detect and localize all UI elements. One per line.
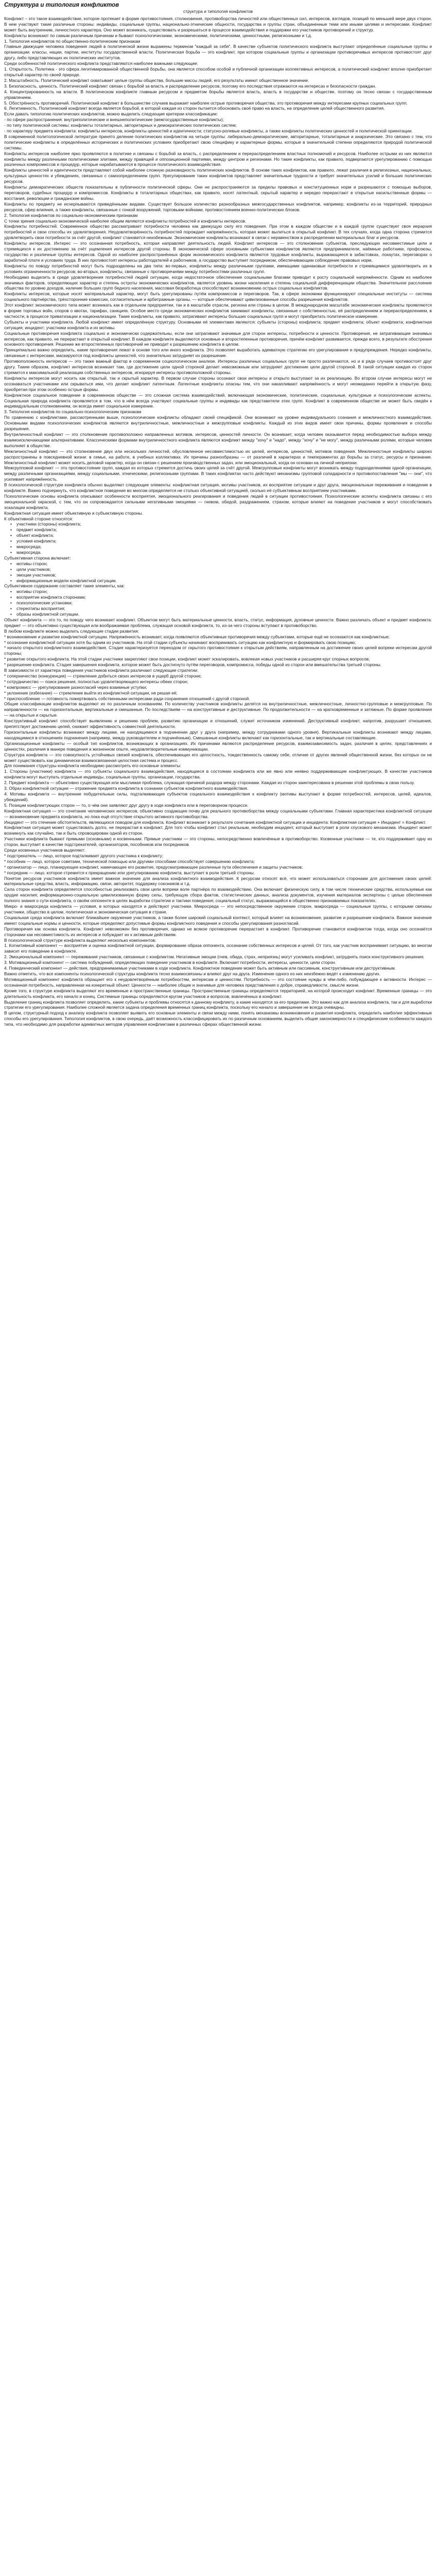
list-item: • микросреда; — [16, 544, 432, 550]
document — [0, 0, 436, 1033]
paragraph: 3. Безопасность, ценность. Политический конфликт связан с борьбой за власть и распределение ресурсов, поэтому его последствия отражаются на интересах и безопасности граждан. — [4, 83, 376, 89]
paragraph: Мотивационный компонент конфликта обращает его к неудовлетворённым потребностям, интересам и ценностям. Потребность — это состояние нужды в чём-либо, побуждающее к активности. Интерес — осознанная потребность, направленная на конкретный объект. Ценности — наиболее общие и значимые для человека представления о добре, справедливости, смысле жизни. — [4, 976, 432, 988]
paragraph: 3. Типология конфликтов по социально-психологическим признакам — [4, 409, 142, 415]
paragraph: С точки зрения социально-экономической наиболее общим являются конфликты потребностей и конфликты интересов. — [4, 218, 247, 224]
paragraph: Понятие ресурсов участников конфликта имеет важное значение для анализа конфликтного взаимодействия. К ресурсам относят всё, что может использоваться сторонами для достижения своих целей: материальные средства, власть, информацию, связи, авторитет, поддержку союзников и т.д. — [4, 875, 432, 887]
paragraph: Сила сторон конфликта определяется способностью реализовать свои цели вопреки воле партнёра по взаимодействию. Она включает физическую силу, в том числе технические средства, используемые как орудие насилия; информационно-социальную цивилизованную форму силы, требующую сбора фактов, статистических данных, анализа документов, изучения материалов экспертизы с целью обеспечения полного знания о сути конфликта, о своём оппоненте в целях выработки стратегии и тактики поведения; социальный статус, выражающийся в общественно признаваемых показателях. — [4, 887, 432, 904]
paragraph: В психологической структуре конфликта выделяют несколько компонентов: — [4, 937, 156, 943]
list-item: • информационные модели конфликтной ситуации. — [16, 578, 432, 584]
paragraph: 6. Легитимность. Политический конфликт всегда является борьбой, в которой каждая из сторон пытается обосновать своё право на власть, на определение целей общественного развития. — [4, 106, 385, 111]
paragraph: Конфликты ценностей и идентичности представляют собой наиболее сложную разновидность политических конфликтов. В основе таких конфликтов, как правило, лежат различия в религиозных, национальных, культурных ценностях и убеждениях, связанных с самоопределением групп. Урегулирование таких конфликтов представляет значительные трудности и требует значительных усилий и больших политических ресурсов. — [4, 167, 432, 184]
paragraph: Субъективная сторона включает: — [4, 555, 71, 561]
paragraph: Этот конфликт экономического типа может возникать как в отдельном предприятии, так и в масштабе отрасли, региона или страны в целом. В международном масштабе экономические конфликты проявляются в форме торговых войн, споров о квотах, тарифах, санкциях. Особое место среди экономических конфликтов занимают конфликты, связанные с собственностью, её распределением и перераспределением, в частности, в процессе приватизации и национализации. Такие конфликты, как правило, затрагивают интересы больших социальных групп и могут приобретать политическое измерение. — [4, 302, 432, 319]
paragraph: Если давать типологию политических конфликтов, можно выделить следующие критерии классификации: — [4, 111, 218, 117]
paragraph: * пособник — лицо, которое советами, технической помощью или другими способами способствует совершению конфликта; — [4, 858, 255, 864]
paragraph: * организатор — лицо, планирующее конфликт, намечающее его развитие, предусматривающее различные пути обеспечения и защиты участников; — [4, 864, 303, 870]
paragraph: 1. Стороны (участники) конфликта — это субъекты социального взаимодействия, находящиеся в состоянии конфликта или же явно или неявно поддерживающие конфликтующих. В качестве участников конфликта могут выступать отдельные индивиды, социальные группы, организации, государства. — [4, 769, 432, 780]
paragraph: Конфликты потребностей. Современное общество рассматривает потребности человека как движущую силу его поведения. При этом в каждом обществе и в каждой группе существует своя иерархия потребностей и свои способы их удовлетворения. Неудовлетворённость потребностей порождает напряжённость, которая может вылиться в открытый конфликт. В тех случаях, когда одна сторона стремится удовлетворить свои потребности за счёт другой, конфликт становится неизбежным. Экономические конфликты возникают в связи с неравенством в распределении материальных благ и ресурсов. — [4, 224, 432, 241]
paragraph: Для понимания структуры конфликта необходимо рассмотреть его основные элементы: — [4, 763, 182, 769]
paragraph: Конфликты возникают по самым различным причинам и бывают психологическими, экономическими, политическими, ценностными, религиозными и т.д. — [4, 32, 312, 38]
paragraph: 1. Типология конфликтов по общественно-политическим признакам — [4, 38, 141, 44]
paragraph: - по сфере распространения: внутриполитические и внешнеполитические (межгосударственные конфликты); — [4, 117, 224, 123]
paragraph: Конструктивный конфликт способствует выявлению и решению проблем, развитию организации и отношений, служит источником изменений. Деструктивный конфликт, напротив, разрушает отношения, препятствует достижению целей, снижает эффективность совместной деятельности. — [4, 718, 432, 730]
paragraph: В зависимости от характера поведения участников конфликта различают следующие стратегии: — [4, 668, 199, 673]
paragraph: Среди особенностей политического конфликта представляются наиболее важными следующие: — [4, 61, 198, 66]
paragraph: 2. Предмет конфликта — объективно существующая или мыслимая проблема, служащая причиной раздора между сторонами. Каждая из сторон заинтересована в решении этой проблемы в свою пользу. — [4, 780, 415, 786]
list-item: • цели участников; — [16, 567, 432, 572]
paragraph: Конфликты интересов наиболее ярко проявляются в политике и связаны с борьбой за власть, с распределением и перераспределением властных полномочий и ресурсов. Наиболее острыми из них являются конфликты между различными политическими элитами, между правящей и оппозиционной партиями, между центром и регионами. Но такие конфликты, как правило, подвергаются урегулированию с помощью различных компромиссов и процедур, которые нарабатываются в процессе политического взаимодействия. — [4, 150, 432, 167]
paragraph: 2. Масштабность. Политический конфликт охватывает целые группы общества, большие массы людей, его результаты имеют общественное значение. — [4, 77, 309, 83]
paragraph: Конфликты интересов, которые носят материальный характер, могут быть урегулированы путём компромиссов и переговоров. Так, в сфере экономики функционируют специальные институты — система социального партнёрства, трёхсторонние комиссии, согласительные и арбитражные органы, — которые обеспечивают цивилизованные способы разрешения конфликтов. — [4, 291, 432, 302]
paragraph: 5. Обострённость противоречий. Политический конфликт в большинстве случаев выражает наиболее острые противоречия общества, это противоречия между интересами крупных социальных групп. — [4, 100, 408, 106]
paragraph: 1. Открытость. Политика - это сфера легитимированной общественной борьбы, она является способом особой и публичной организации коллективных интересов, а политический конфликт вполне приобретает открытый характер по своей природе. — [4, 66, 432, 77]
list-item: • условия конфликта; — [16, 538, 432, 544]
paragraph: Принципиально важно определить, какие противоречия лежат в основе того или иного конфликта. Это позволяет выработать адекватную стратегию его урегулирования и предупреждения. Нередко конфликты, связанные с интересами, маскируются под конфликты ценностей, что значительно затрудняет их разрешение. — [4, 347, 432, 359]
paragraph: Конфликты демократических обществ показательны в публичности политической сферы. Они не распространяются за пределы правовых и конституционных норм и разрешаются с помощью выборов, переговоров, судебных процедур и компромиссов. Конфликты в тоталитарных обществах, как правило, носят латентный, скрытый характер и нередко перерастают в открытые насильственные формы — восстания, революции и гражданские войны. — [4, 184, 432, 201]
paragraph: 2. Типология конфликтов по социально-экономическим признакам — [4, 212, 138, 218]
list-item: • стереотипы восприятия; — [16, 606, 432, 612]
list-item: • эмоции участников; — [16, 572, 432, 578]
paragraph: Инцидент — это стечение обстоятельств, являющихся поводом для конфликта. Конфликт возникает в результате сочетания конфликтной ситуации и инцидента: Конфликтная ситуация + Инцидент = Конфликт. — [4, 819, 426, 825]
bullet-list — [4, 589, 432, 617]
paragraph: Объект конфликта — это то, по поводу чего возникает конфликт. Объектом могут быть материальные ценности, власть, статус, информация, духовные ценности. Важно различать объект и предмет конфликта: предмет — это объективно существующая или воображаемая проблема, служащая основой конфликта, то, из-за чего стороны вступают в противоборство. — [4, 617, 432, 628]
paragraph: * сотрудничество — поиск решения, полностью удовлетворяющего интересы обеих сторон; — [4, 679, 188, 684]
paragraph: * посредник — лицо, которое стремится к прекращению или урегулированию конфликта, выступает в роли третьей стороны. — [4, 870, 255, 875]
list-item: • макросреда. — [16, 550, 432, 555]
paragraph: * возникновение и развитие конфликтной ситуации. Напряжённость возникает, когда появляются объективные противоречия между субъектами, которые ещё не осознаются как конфликтные; — [4, 634, 390, 639]
paragraph: Конфликтная ситуация — это сочетание человеческих интересов, объективно создающее почву для реального противоборства между социальными субъектами. Главная характеристика конфликтной ситуации — возникновение предмета конфликта, но пока ещё отсутствие открытого активного противоборства. — [4, 808, 432, 819]
paragraph: * уклонение (избегание) — стремление выйти из конфликтной ситуации, не решая её; — [4, 690, 178, 696]
paragraph: 2. Эмоциональный компонент — переживания участников, связанные с конфликтом. Негативные эмоции (гнев, обида, страх, неприязнь) могут усиливать конфликт, затруднять поиск конструктивного решения. — [4, 954, 425, 960]
paragraph: Организационные конфликты — особый тип конфликтов, возникающих в организациях. Их причинами являются распределение ресурсов, взаимозависимость задач, различия в целях, представлениях и ценностях, различия в манере поведения и жизненном опыте, неудовлетворительные коммуникации. — [4, 740, 432, 752]
paragraph: В современной политологической литературе принято деление политических конфликтов на четыре группы: либерально-демократические, авторитарные, тоталитарные и анархические. Это связано с тем, что политические конфликты в определённых исторических и политических условиях приобретают свою специфику и характерные формы, которые в значительной степени определяются природой политической системы. — [4, 133, 432, 150]
paragraph: По сравнению с конфликтами, рассмотренными выше, психологические конфликты обладают своей спецификой. Они возникают на уровне индивидуального сознания и межличностного взаимодействия. Основными видами психологических конфликтов являются внутриличностные, межличностные и межгрупповые конфликты. Каждый из этих видов имеет свои причины, формы проявления и способы разрешения. — [4, 415, 432, 432]
paragraph: Конфликтная ситуация имеет объективную и субъективную стороны. — [4, 510, 143, 516]
paragraph: * компромисс — урегулирование разногласий через взаимные уступки; — [4, 684, 147, 690]
paragraph: 4. Концентрированность на власти. В политическом конфликте главным ресурсом и предметом борьбы является власть, власть в государстве и обществе, поэтому он тесно связан с государственным управлением. — [4, 89, 432, 100]
paragraph: Внутриличностный конфликт — это столкновение противоположно направленных мотивов, интересов, ценностей личности. Он возникает, когда человек оказывается перед необходимостью выбора между взаимоисключающими альтернативами. Классическими формами внутриличностного конфликта являются конфликт между "хочу" и "надо", между "хочу" и "не могу", между различными ролями, которые человек выполняет в обществе. — [4, 431, 432, 448]
paragraph: 1. Когнитивный компонент — восприятие и оценка конфликтной ситуации, формирование образа оппонента, осознание собственных интересов и целей. От того, как участник воспринимает ситуацию, во многом зависит его поведение в конфликте. — [4, 943, 432, 954]
paragraph: Главные движущие человека поведения людей в политической жизни выражены термином "каждый за себя". В качестве субъектов политического конфликта выступают определённые социальные группы и организации: классы, нации, партии, институты государственной власти. Политическая борьба — это конфликт, при котором социальные группы и организации противоречивых интересов противостоят друг другу, либо представляющих их политических институтов. — [4, 44, 432, 61]
paragraph: К объективной стороне относятся: — [4, 516, 73, 521]
paragraph: 4. Поведенческий компонент — действия, предпринимаемые участниками в ходе конфликта. Конфликтное поведение может быть активным или пассивным, конструктивным или деструктивным. — [4, 965, 396, 971]
paragraph: Субъекты и участники конфликта. Любой конфликт имеет определённую структуру. Основными её элементами являются: субъекты (стороны) конфликта; предмет конфликта; объект конфликта; конфликтная ситуация; инцидент; участники конфликта и их мотивы. — [4, 319, 432, 330]
paragraph: Межличностный конфликт — это столкновение двух или нескольких личностей, обусловленное несовместимостью их целей, интересов, ценностей, мотивов поведения. Межличностные конфликты широко распространены в повседневной жизни: в семье, на работе, в учебных коллективах. Их причины разнообразны — от различий в характерах и темпераментах до борьбы за статус, ресурсы и признание. Межличностный конфликт может носить деловой характер, когда он связан с решением производственных задач, или эмоциональный, когда он основан на личной неприязни. — [4, 448, 432, 465]
paragraph: - по характеру предмета конфликта: конфликты интересов, конфликты ценностей и идентичности; статусно-ролевые конфликты, а также конфликты политических ценностей и политической ориентации. — [4, 128, 413, 134]
paragraph: Среди косвенных участников выделяют: — [4, 848, 85, 853]
paragraph: Конфликты по поводу потребностей могут быть подразделены на два типа: во-первых, конфликты между различными группами, имеющими одинаковые потребности и стремящимися удовлетворить их в условиях ограниченности ресурсов; во-вторых, конфликты, связанные с противоречиями между потребностями различных групп. — [4, 263, 432, 274]
paragraph: Горизонтальные конфликты возникают между лицами, не находящимися в подчинении друг у друга (например, между сотрудниками одного уровня). Вертикальные конфликты возникают между лицами, находящимися в отношениях подчинения (например, между руководителем и подчинённым). Смешанные конфликты включают как горизонтальные, так и вертикальные составляющие. — [4, 730, 432, 740]
list-item: • мотивы сторон; — [16, 589, 432, 595]
paragraph: Противоположность интересов — это также важный фактор в современном социологическом анализе. Интересы различных социальных групп не просто различаются, но и в ряде случаев противостоят друг другу. Таким образом, конфликт интересов возникает там, где достижение цели одной стороной делает невозможным или затрудняет достижение цели другой стороной. В такой ситуации каждая из сторон стремится к максимальной реализации собственных интересов, игнорируя интересы противоположной стороны. — [4, 359, 432, 375]
list-item: • объект конфликта; — [16, 533, 432, 538]
paragraph: Общие классификации конфликтов выделяют их по различным основаниям. По количеству участников конфликты делятся на внутриличностные, межличностные, личностно-групповые и межгрупповые. По направленности — на горизонтальные, вертикальные и смешанные. По последствиям — на конструктивные и деструктивные. По продолжительности — на кратковременные и затяжные. По форме проявления — на открытые и скрытые. — [4, 701, 432, 718]
paragraph: Конфликты интересов могут носить как открытый, так и скрытый характер. В первом случае стороны осознают свои интересы и открыто выступают за их реализацию. Во втором случае интересы могут не осознаваться участниками или скрываться ими, что делает конфликт латентным. Латентные конфликты опасны тем, что они накапливают напряжённость и могут неожиданно перейти в открытую фазу, приобретая при этом особенно острые формы. — [4, 375, 432, 392]
list-item: • восприятие конфликта сторонами; — [16, 595, 432, 600]
paragraph: Межгрупповой конфликт — это противостояние групп, каждая из которых стремится достичь своих целей за счёт другой. Межгрупповые конфликты могут возникать между подразделениями одной организации, между различными организациями, между социальными, этническими, религиозными группами. В таких конфликтах часто действуют механизмы групповой солидарности и противопоставления "мы — они", что усиливает напряжённость. — [4, 465, 432, 482]
paragraph: Микро- и макросреда конфликта — условия, в которых находятся и действуют участники. Микросреда — это непосредственное окружение сторон, макросреда — социальные группы, с которыми связаны участники, общество в целом, политическая и экономическая ситуация в стране. — [4, 904, 432, 914]
paragraph: Конфликтная ситуация может существовать долго, не перерастая в конфликт. Для того чтобы конфликт стал реальным, необходим инцидент, который выступает в роли спускового механизма. Инцидент может возникнуть как случайно, так и быть спровоцирован одной из сторон. — [4, 825, 432, 836]
paragraph: * разрешение конфликта. Стадия завершения конфликта, которое может быть достигнуто путём переговоров, компромисса, победы одной из сторон или вмешательства третьей стороны. — [4, 662, 381, 668]
list-item: • образы конфликтной ситуации. — [16, 612, 432, 617]
paragraph: Социальные противоречия конфликта социально и экономически содержательны, если они затрагивают значимые для сторон интересы, потребности и ценности. Противоречия, не затрагивающие значимых интересов, как правило, не перерастают в открытый конфликт. В каждом конфликте выделяются основные и второстепенные противоречия, причём конфликт развивается, прежде всего, в результате обострения основного противоречия. Решение же второстепенных противоречий не приводит к разрешению конфликта в целом. — [4, 330, 432, 347]
paragraph: * развитие открытого конфликта. На этой стадии участники закрепляют свои позиции, конфликт может эскалировать, вовлекая новых участников и расширяя круг спорных вопросов; — [4, 656, 370, 662]
paragraph: Противоречия как основа конфликта. Конфликт невозможен без противоречия, однако не всякое противоречие перерастает в конфликт. Противоречие становится конфликтом тогда, когда оно осознаётся сторонами как несовместимость их интересов и побуждает их к активным действиям. — [4, 926, 432, 937]
paragraph: Участники конфликта бывают прямыми (основными) и косвенными. Прямые участники — это стороны, непосредственно вовлечённые в противоборство. Косвенные участники — те, кто поддерживает одну из сторон, выступает в качестве подстрекателей, организаторов, пособников или посредников. — [4, 836, 432, 848]
bullet-list — [4, 561, 432, 584]
page-subtitle: структура и типология конфликтов — [183, 9, 253, 14]
paragraph: Социальная среда конфликта включает ближайшее окружение участников, а также более широкий социальный контекст, который влияет на возникновение, развитие и разрешение конфликта. Важное значение имеют социальные нормы и ценности, которые определяют допустимые формы конфликтного поведения и способы урегулирования разногласий. — [4, 914, 432, 926]
paragraph: 4. Мотивы конфликта — внутренние побудительные силы, подталкивающие субъектов социального взаимодействия к конфликту (мотивы выступают в форме потребностей, интересов, целей, идеалов, убеждений). — [4, 791, 432, 802]
paragraph: * начало открытого конфликтного взаимодействия. Стадия характеризуется переходом от скрытого противостояния к открытым действиям, направленным на достижение своих целей вопреки интересам другой стороны; — [4, 645, 432, 656]
paragraph: Структура конфликта — это совокупность устойчивых связей конфликта, обеспечивающих его целостность, тождественность самому себе, отличие от других явлений общественной жизни, без которых он не может существовать как динамически взаимосвязанная целостная система и процесс. — [4, 752, 432, 763]
paragraph: Конфликты по предмету не исчерпываются приведёнными видами. Существует большое количество разнообразных межгосударственных конфликтов, например, конфликты из-за территорий, природных ресурсов, сфер влияния, а также конфликты, связанные с гонкой вооружений, торговыми войнами, противостоянием военно-политических блоков. — [4, 201, 432, 212]
list-item: • предмет конфликта; — [16, 527, 432, 533]
paragraph: В целом, структурный подход к анализу конфликта позволяет выявить его основные элементы и связи между ними, понять механизмы возникновения и развития конфликта, определить наиболее эффективные способы его урегулирования. Типология конфликтов, в свою очередь, даёт возможность классифицировать их по различным основаниям, выделить общие закономерности и специфические особенности каждого типа, что необходимо для разработки адекватных методов управления конфликтами в различных сферах общественной жизни. — [4, 1010, 432, 1027]
paragraph: 5. Позиции конфликтующих сторон — то, о чём они заявляют друг другу в ходе конфликта или в переговорном процессе. — [4, 802, 249, 808]
paragraph: Кроме того, в структуре конфликта выделяют его временные и пространственные границы. Пространственные границы определяются территорией, на которой происходит конфликт. Временные границы — это длительность конфликта, его начало и конец. Системные границы определяются кругом участников и вопросов, вовлечённых в конфликт. — [4, 988, 432, 999]
paragraph: Конфликты интересов. Интерес — это осознанная потребность, которая направляет деятельность людей. Конфликт интересов — это столкновение субъектов, преследующих несовместимые цели и стремящихся к их достижению за счёт ущемления интересов другой стороны. В экономической сфере основными субъектами конфликтов являются предприниматели, наёмные работники, профсоюзы, государство и различные группы интересов. Одной из наиболее распространённых форм экономического конфликта являются трудовые конфликты, выражающиеся в забастовках, локаутах, переговорах о заработной плате и условиях труда. В них противостоят интересы работодателей и работников, а государство выступает посредником, обеспечивающим соблюдение правовых норм. — [4, 241, 432, 263]
document-body — [4, 16, 432, 1027]
page-title: Структура и типология конфликтов — [4, 2, 119, 8]
paragraph: Выделение границ конфликта позволяет определить, какие субъекты и проблемы относятся к данному конфликту, а какие находятся за его пределами. Это важно как для анализа конфликта, так и для выработки стратегии его урегулирования. Наиболее сложной является задача определения временных границ конфликта, поскольку его начало и завершение не всегда очевидны. — [4, 999, 432, 1010]
paragraph: В любом конфликте можно выделить следующие стадии развития: — [4, 628, 139, 634]
list-item: • участники (стороны) конфликта; — [16, 521, 432, 527]
paragraph: * приспособление — готовность пожертвовать собственными интересами ради сохранения отношений с другой стороной. — [4, 696, 250, 701]
paragraph: - по типу политической системы: конфликты тоталитарных, авторитарных и демократических политических систем; — [4, 123, 237, 128]
paragraph: 3. Мотивационный компонент — система побуждений, определяющих поведение участников в конфликте. Включает потребности, интересы, ценности, цели сторон. — [4, 960, 336, 965]
paragraph: Важно отметить, что все компоненты психологической структуры конфликта тесно взаимосвязаны и влияют друг на друга. Изменение одного из них неизбежно ведёт к изменению других. — [4, 971, 381, 976]
paragraph: * осознание конфликтной ситуации хотя бы одним из участников. На этой стадии субъекты начинают воспринимать ситуацию как конфликтную и формировать свою позицию; — [4, 639, 356, 645]
list-item: • психологические установки; — [16, 600, 432, 606]
paragraph: В психологической структуре конфликта обычно выделяют следующие элементы: конфликтная ситуация, мотивы участников, их восприятие ситуации и друг друга, эмоциональные переживания и поведение в конфликте. Важно подчеркнуть, что конфликтное поведение во многом определяется не столько объективной ситуацией, сколько её субъективным восприятием участниками. — [4, 482, 432, 494]
list-item: • мотивы сторон; — [16, 561, 432, 567]
paragraph: * подстрекатель — лицо, которое подталкивает другого участника к конфликту; — [4, 853, 164, 858]
paragraph: Психологические основы конфликта описывают особенности восприятия, эмоционального реагирования и поведения людей в ситуации противостояния. Психологические аспекты конфликта связаны с его эмоциональной окраской, с тем, что он сопровождается сильными негативными эмоциями — гневом, обидой, раздражением, страхом, которые влияют на поведение участников и могут способствовать эскалации конфликта. — [4, 493, 432, 510]
paragraph: Конфликт – это такое взаимодействие, которое протекает в форме противостояния, столкновения, противоборства личностей или общественных сил, интересов, взглядов, позиций по меньшей мере двух сторон. В нем участвуют такие различные стороны: индивиды, социальные группы, национально-этнические общности, государства и группы стран, объединенные теми или иными целями и интересами. Конфликт может быть внутренним, личностного характера. Оно может возникать, существовать и разрешаться в процессе взаимодействия и поддержки его участников противоречий и структур. — [4, 15, 432, 32]
paragraph: * соперничество (конкуренция) — стремление добиться своих интересов в ущерб другой стороне; — [4, 673, 202, 679]
paragraph: Необходимо выделить в среде удовлетворения потребностей людей ситуации, когда недостаточное обеспечение социальными благами приводит к росту социальной напряжённости. Одним из наиболее значимых факторов, определяющих характер и степень остроты экономических конфликтов, является уровень жизни населения и степень социальной дифференциации общества. Значительное расслоение общества по уровню доходов, наличие больших групп бедного населения, массовая безработица способствуют возникновению острых социальных конфликтов. — [4, 274, 432, 291]
paragraph: 3. Образ конфликтной ситуации — отражение предмета конфликта в сознании субъектов конфликтного взаимодействия. — [4, 786, 249, 791]
paragraph: Конфликтное социальное поведение в современном обществе — это сложная система взаимодействий, включающая экономические, политические, социальные, культурные и психологические аспекты. Социальная природа конфликта проявляется в том, что в нём всегда участвуют социальные группы и индивиды как представители этих групп. Конфликт в современном обществе не может быть сведён к индивидуальным столкновениям, он всегда имеет социальное измерение. — [4, 392, 432, 409]
paragraph: Субъективное содержание составляет такие элементы, как: — [4, 583, 125, 589]
bullet-list — [4, 521, 432, 555]
